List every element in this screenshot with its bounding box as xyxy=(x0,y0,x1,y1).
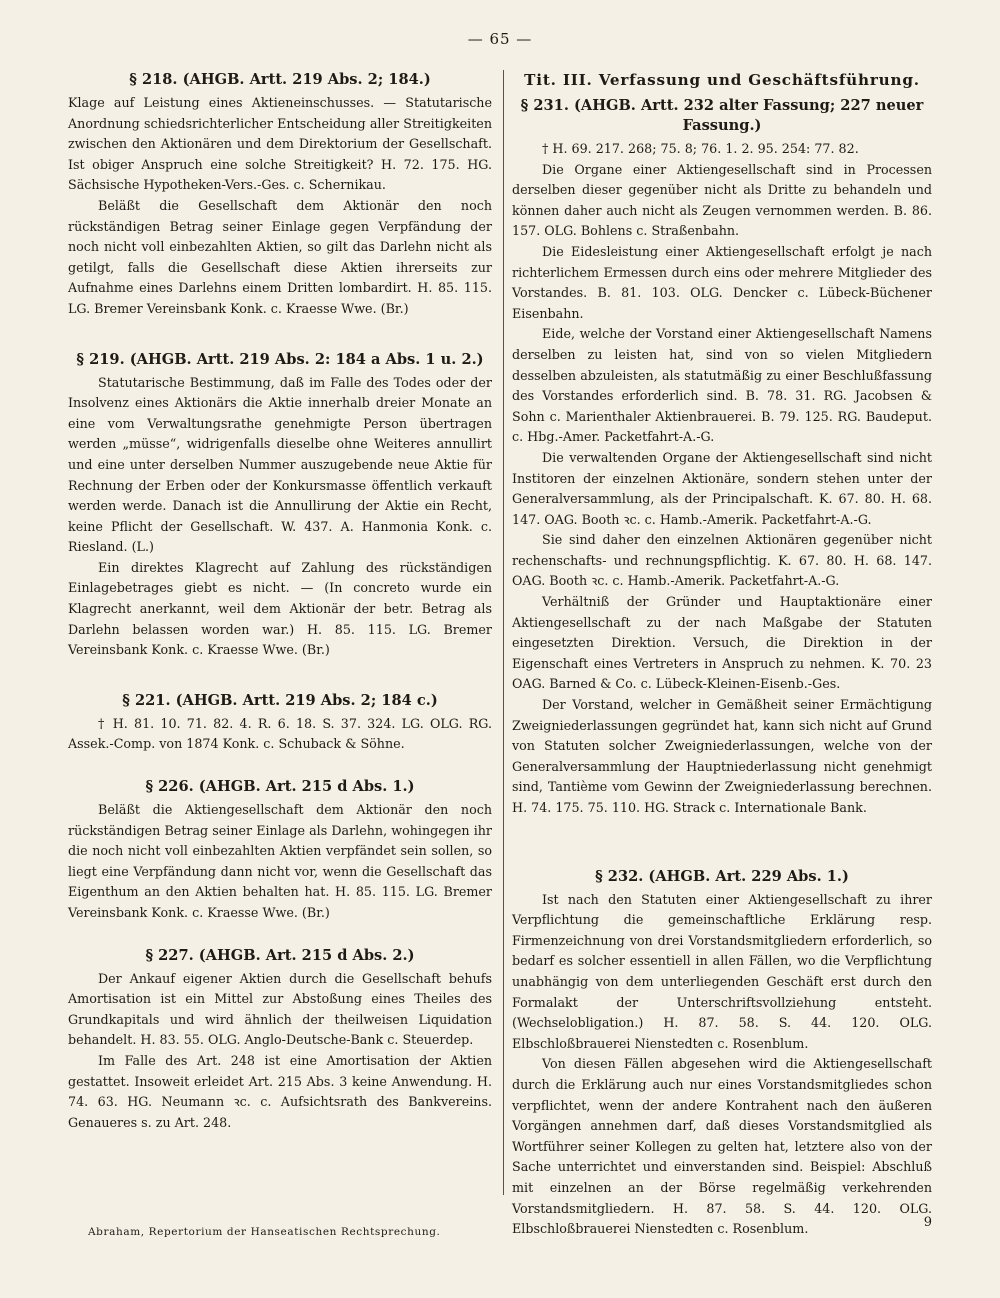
paragraph: Der Ankauf eigener Aktien durch die Gesellschaft behufs Amortisation ist ein Mittel zur Abstoßung eines Theiles des Grundkapitals und wird ähnlich der theilweisen Liquidation behandelt. H. 83. 55. OLG. Anglo-Deutsche-Bank c. Steuerdep. xyxy=(68,970,492,1048)
sheet-signature: 9 xyxy=(923,1215,932,1230)
paragraph: Statutarische Bestimmung, daß im Falle des Todes oder der Insolvenz eines Aktionärs die Aktie innerhalb dreier Monate an eine vom Verwaltungsrathe genehmigte Person übertragen werden „müsse“, widrigenfalls dieselbe ohne Weiteres annullirt und eine unter derselben Nummer auszugebende neue Aktie für Rechnung der Erben oder der Konkursmasse öffentlich verkauft werden werde. Danach ist die Annullirung der Aktie ein Recht, keine Pflicht der Gesellschaft. W. 437. A. Hanmonia Konk. c. Riesland. (L.) xyxy=(68,374,492,555)
section-heading-227: § 227. (AHGB. Art. 215 d Abs. 2.) xyxy=(145,946,415,964)
paragraph: Beläßt die Aktiengesellschaft dem Aktionär den noch rückständigen Betrag seiner Einlage als Darlehn, wohingegen ihr die noch nicht voll einbezahlten Aktien verpfändet sein sollen, so liegt eine Verpfändung dann nicht vor, wenn die Gesellschaft das Eigenthum an den Aktien behalten hat. H. 85. 115. LG. Bremer Vereinsbank Konk. c. Kraesse Wwe. (Br.) xyxy=(68,802,492,920)
section-heading-232: § 232. (AHGB. Art. 229 Abs. 1.) xyxy=(595,867,849,885)
paragraph: Sie sind daher den einzelnen Aktionären gegenüber nicht rechenschafts- und rechnungspflichtig. K. 67. 80. H. 68. 147. OAG. Booth ꝛc. c. Hamb.-Amerik. Packetfahrt-A.-G. xyxy=(512,532,932,589)
right-column xyxy=(512,70,932,1240)
section-heading-226: § 226. (AHGB. Art. 215 d Abs. 1.) xyxy=(145,778,415,796)
section-heading-219: § 219. (AHGB. Artt. 219 Abs. 2: 184 a Abs. 1 u. 2.) xyxy=(76,350,484,368)
page-number: — 65 — xyxy=(467,30,533,48)
paragraph: Die Eidesleistung einer Aktiengesellschaft erfolgt je nach richterlichem Ermessen durch eins oder mehrere Mitglieder des Vorstandes. B. 81. 103. OLG. Dencker c. Lübeck-Büchener Eisenbahn. xyxy=(512,243,932,321)
column-divider xyxy=(503,70,504,1195)
paragraph: Im Falle des Art. 248 ist eine Amortisation der Aktien gestattet. Insoweit erleidet Art. 215 Abs. 3 keine Anwendung. H. 74. 63. HG. Neumann ꝛc. c. Aufsichtsrath des Bankvereins. Genaueres s. zu Art. 248. xyxy=(68,1052,492,1130)
title-heading: Tit. III. Verfassung und Geschäftsführung. xyxy=(524,71,920,89)
paragraph: Die Organe einer Aktiengesellschaft sind in Processen derselben dieser gegenüber nicht als Dritte zu behandeln und können daher auch nicht als Zeugen vernommen werden. B. 86. 157. OLG. Bohlens c. Straßenbahn. xyxy=(512,161,932,239)
footer-line: Abraham, Repertorium der Hanseatischen Rechtsprechung. xyxy=(88,1226,441,1238)
paragraph: Von diesen Fällen abgesehen wird die Aktiengesellschaft durch die Erklärung auch nur eines Vorstandsmitgliedes schon verpflichtet, wenn der andere Kontrahent nach den äußeren Vorgängen annehmen darf, daß dieses Vorstandsmitglied als Wortführer seiner Kollegen zu gelten hat, letztere also von der Sache unterrichtet und einverstanden sind. Beispiel: Abschluß mit einzelnen an der Börse regelmäßig verkehrenden Vorstandsmitgliedern. H. 87. 58. S. 44. 120. OLG. Elbschloßbrauerei Nienstedten c. Rosenblum. xyxy=(512,1056,932,1237)
section-heading-231: § 231. (AHGB. Artt. 232 alter Fassung; 227 neuer Fassung.) xyxy=(520,97,924,134)
left-column xyxy=(68,70,492,1133)
paragraph: † H. 81. 10. 71. 82. 4. R. 6. 18. S. 37. 324. LG. OLG. RG. Assek.-Comp. von 1874 Konk. c. Schuback & Söhne. xyxy=(68,715,492,752)
paragraph: Ist nach den Statuten einer Aktiengesellschaft zu ihrer Verpflichtung die gemeinschaftliche Erklärung resp. Firmenzeichnung von drei Vorstandsmitgliedern erforderlich, so bedarf es solcher essentiell in allen Fällen, wo die Verpflichtung unabhängig von dem unterliegenden Geschäft erst durch den Formalakt der Unterschriftsvollziehung entsteht. (Wechselobligation.) H. 87. 58. S. 44. 120. OLG. Elbschloßbrauerei Nienstedten c. Rosenblum. xyxy=(512,891,932,1051)
paragraph: Ein direktes Klagrecht auf Zahlung des rückständigen Einlagebetrages giebt es nicht. — (In concreto wurde ein Klagrecht anerkannt, weil dem Aktionär der betr. Betrag als Darlehn belassen worden war.) H. 85. 115. LG. Bremer Vereinsbank Konk. c. Kraesse Wwe. (Br.) xyxy=(68,559,492,658)
section-heading-221: § 221. (AHGB. Artt. 219 Abs. 2; 184 c.) xyxy=(122,691,438,709)
paragraph: Verhältniß der Gründer und Hauptaktionäre einer Aktiengesellschaft zu der nach Maßgabe der Statuten eingesetzten Direktion. Versuch, die Direktion in der Eigenschaft eines Vertreters in Anspruch zu nehmen. K. 70. 23 OAG. Barned & Co. c. Lübeck-Kleinen-Eisenb.-Ges. xyxy=(512,594,932,692)
paragraph: Klage auf Leistung eines Aktieneinschusses. — Statutarische Anordnung schiedsrichterlicher Entscheidung aller Streitigkeiten zwischen den Aktionären und dem Direktorium der Gesellschaft. Ist obiger Anspruch eine solche Streitigkeit? H. 72. 175. HG. Sächsische Hypotheken-Vers.-Ges. c. Schernikau. xyxy=(68,95,492,193)
section-heading-218: § 218. (AHGB. Artt. 219 Abs. 2; 184.) xyxy=(129,71,431,88)
paragraph: † H. 69. 217. 268; 75. 8; 76. 1. 2. 95. 254: 77. 82. xyxy=(542,141,859,156)
paragraph: Eide, welche der Vorstand einer Aktiengesellschaft Namens derselben zu leisten hat, sind von so vielen Mitgliedern desselben abzuleisten, als statutmäßig zu einer Beschlußfassung des Vorstandes erforderlich sind. B. 78. 31. RG. Jacobsen & Sohn c. Marienthaler Aktienbrauerei. B. 79. 125. RG. Baudeput. c. Hbg.-Amer. Packetfahrt-A.-G. xyxy=(512,326,932,445)
paragraph: Die verwaltenden Organe der Aktiengesellschaft sind nicht Institoren der einzelnen Aktionäre, sondern stehen unter der Generalversammlung, als der Principalschaft. K. 67. 80. H. 68. 147. OAG. Booth ꝛc. c. Hamb.-Amerik. Packetfahrt-A.-G. xyxy=(512,449,932,527)
paragraph: Beläßt die Gesellschaft dem Aktionär den noch rückständigen Betrag seiner Einlage gegen Verpfändung der noch nicht voll einbezahlten Aktien, so gilt das Darlehn nicht als getilgt, falls die Gesellschaft diese Aktien ihrerseits zur Aufnahme eines Darlehns einem Dritten lombardirt. H. 85. 115. LG. Bremer Vereinsbank Konk. c. Kraesse Wwe. (Br.) xyxy=(68,197,492,316)
paragraph: Der Vorstand, welcher in Gemäßheit seiner Ermächtigung Zweigniederlassungen gegründet hat, kann sich nicht auf Grund von Statuten solcher Zweigniederlassungen, welche von der Generalversammlung der Hauptniederlassung nicht genehmigt sind, Tantième vom Gewinn der Zweigniederlassung berechnen. H. 74. 175. 75. 110. HG. Strack c. Internationale Bank. xyxy=(512,697,932,815)
